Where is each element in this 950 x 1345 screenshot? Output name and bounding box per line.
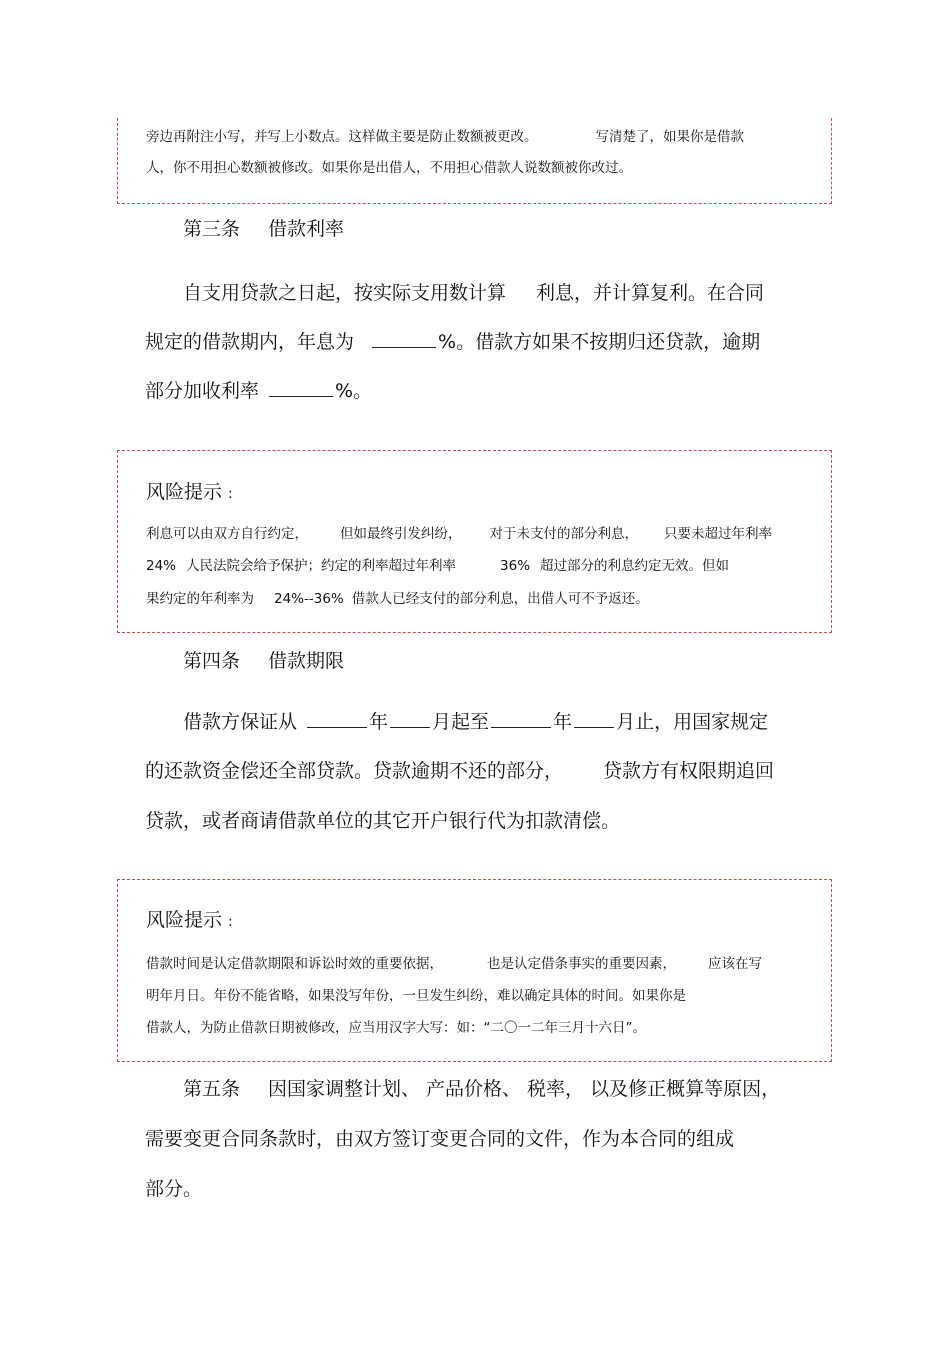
article-5-line	[183, 1076, 780, 1102]
rate-range-value: 24%--36%	[274, 591, 344, 607]
paragraph-text: 因国家调整计划、	[268, 1078, 421, 1100]
rate-value: 24%	[146, 558, 177, 574]
risk-tip-text: 应该在写	[708, 956, 762, 972]
risk-tip-title-text: 风险提示	[146, 481, 223, 503]
risk-tip-text: 借款人已经支付的部分利息，出借人可不予返还。	[351, 591, 649, 607]
paragraph-line: 需要变更合同条款时，由双方签订变更合同的文件，作为本合同的组成	[145, 1128, 735, 1150]
start-year-blank[interactable]	[307, 709, 367, 728]
paragraph-text: %。	[335, 380, 373, 402]
risk-tip-title	[146, 479, 233, 507]
paragraph-text: 年	[553, 711, 573, 733]
paragraph-line	[145, 329, 760, 355]
paragraph-text: 以及修正概算等原因，	[590, 1078, 781, 1100]
article-number: 第三条	[183, 218, 241, 240]
paragraph-text: %。借款方如果不按期归还贷款，逾期	[438, 331, 761, 353]
risk-note-text: 旁边再附注小写，并写上小数点。这样做主要是防止数额被更改。	[146, 129, 538, 145]
risk-tip-text: 也是认定借条事实的重要因素，	[487, 956, 676, 972]
risk-tip-text: 利息可以由双方自行约定，	[146, 526, 308, 542]
overdue-rate-blank[interactable]	[269, 378, 333, 397]
paragraph-text: 贷款方有权限期追回	[603, 760, 775, 782]
paragraph-text: 年	[369, 711, 389, 733]
start-month-blank[interactable]	[390, 709, 430, 728]
paragraph-text: 部分加收利率	[145, 380, 260, 402]
end-month-blank[interactable]	[574, 709, 614, 728]
paragraph-line	[145, 378, 372, 404]
risk-tip-text: 人民法院会给予保护；约定的利率超过年利率	[186, 558, 457, 574]
paragraph-line	[183, 280, 764, 306]
paragraph-text: 规定的借款期内，年息为	[145, 331, 355, 353]
article-4-heading	[183, 648, 344, 674]
annual-rate-blank[interactable]	[372, 329, 436, 348]
paragraph-text: 产品价格、	[426, 1078, 522, 1100]
paragraph-text: 税率，	[527, 1078, 585, 1100]
paragraph-line: 部分。	[145, 1178, 203, 1200]
risk-tip-text: 对于未支付的部分利息，	[489, 526, 638, 542]
risk-tip-line: 明年月日。年份不能省略，如果没写年份，一旦发生纠纷，难以确定具体的时间。如果你是	[146, 988, 686, 1004]
risk-tip-line	[146, 589, 649, 609]
end-year-blank[interactable]	[491, 709, 551, 728]
risk-tip-colon: :	[228, 486, 233, 502]
risk-tip-text: 但如最终引发纠纷，	[340, 526, 462, 542]
risk-tip-line: 借款人，为防止借款日期被修改，应当用汉字大写：如：“二〇一二年三月十六日”。	[146, 1020, 646, 1036]
paragraph-line	[183, 709, 768, 735]
paragraph-text: 利息，并计算复利。在合同	[536, 282, 765, 304]
risk-tip-line	[146, 954, 762, 974]
paragraph-text: 月起至	[432, 711, 490, 733]
risk-tip-title	[146, 907, 233, 935]
risk-note-box-continued	[117, 118, 832, 204]
article-number: 第五条	[183, 1078, 241, 1100]
risk-tip-colon: :	[228, 914, 233, 930]
article-title: 借款利率	[268, 218, 345, 240]
rate-value: 36%	[500, 558, 531, 574]
article-3-heading	[183, 216, 344, 242]
paragraph-text: 借款方保证从	[183, 711, 298, 733]
article-number: 第四条	[183, 650, 241, 672]
risk-note-line: 人，你不用担心数额被修改。如果你是出借人，不用担心借款人说数额被你改过。	[146, 160, 632, 176]
paragraph-text: 的还款资金偿还全部贷款。贷款逾期不还的部分，	[145, 760, 564, 782]
risk-tip-box-interest	[117, 450, 832, 633]
risk-tip-text: 借款时间是认定借款期限和诉讼时效的重要依据，	[146, 956, 443, 972]
risk-tip-box-term	[117, 879, 832, 1062]
risk-tip-line	[146, 524, 772, 544]
paragraph-text: 月止，用国家规定	[616, 711, 769, 733]
risk-note-text: 写清楚了，如果你是借款	[595, 129, 744, 145]
risk-tip-text: 果约定的年利率为	[146, 591, 254, 607]
paragraph-line: 贷款，或者商请借款单位的其它开户银行代为扣款清偿。	[145, 810, 621, 832]
risk-tip-text: 超过部分的利息约定无效。但如	[540, 558, 730, 574]
paragraph-text: 自支用贷款之日起，按实际支用数计算	[183, 282, 507, 304]
paragraph-line	[145, 758, 774, 784]
risk-note-line	[146, 127, 744, 147]
risk-tip-text: 只要未超过年利率	[664, 526, 772, 542]
article-title: 借款期限	[268, 650, 345, 672]
risk-tip-title-text: 风险提示	[146, 909, 223, 931]
risk-tip-line	[146, 556, 729, 576]
